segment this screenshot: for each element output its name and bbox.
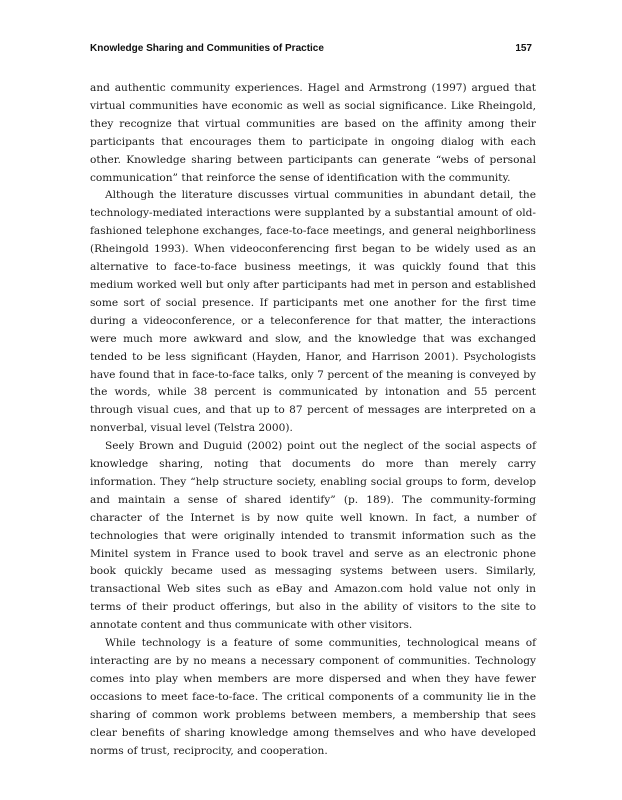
paragraph-1: and authentic community experiences. Hagel and Armstrong (1997) argued that virtual communities have economic as well as social significance. Like Rheingold, they recognize that virtual communities are based on the affinity among their participants that encourages them to participate in ongoing dialog with each other. Knowledge sharing between participants can generate “webs of personal communication” that reinforce the sense of identification with the community. <box>90 82 536 184</box>
page-number: 157 <box>515 43 532 54</box>
paragraph-4: While technology is a feature of some communities, technological means of interacting are by no means a necessary component of communities. Technology comes into play when members are more dispersed and when they have fewer occasions to meet face-to-face. The critical components of a community lie in the sharing of common work problems between members, a membership that sees clear benefits of sharing knowledge among themselves and who have developed norms of trust, reciprocity, and cooperation. <box>90 637 536 757</box>
running-header <box>90 38 532 58</box>
paragraph-2: Although the literature discusses virtual communities in abundant detail, the technology-mediated interactions were supplanted by a substantial amount of old-fashioned telephone exchanges, face-to-face meetings, and general neighborliness (Rheingold 1993). When videoconferencing first began to be widely used as an alternative to face-to-face business meetings, it was quickly found that this medium worked well but only after participants had met in person and established some sort of social presence. If participants met one another for the first time during a videoconference, or a teleconference for that matter, the interactions were much more awkward and slow, and the knowledge that was exchanged tended to be less significant (Hayden, Hanor, and Harrison 2001). Psychologists have found that in face-to-face talks, only 7 percent of the meaning is conveyed by the words, while 38 percent is communicated by intonation and 55 percent through visual cues, and that up to 87 percent of messages are interpreted on a nonverbal, visual level (Telstra 2000). <box>90 189 536 435</box>
body-text <box>90 80 536 760</box>
paragraph-3: Seely Brown and Duguid (2002) point out the neglect of the social aspects of knowledge sharing, noting that documents do more than merely carry information. They “help structure society, enabling social groups to form, develop and maintain a sense of shared identify” (p. 189). The community-forming character of the Internet is by now quite well known. In fact, a number of technologies that were originally intended to transmit information such as the Minitel system in France used to book travel and serve as an electronic phone book quickly became used as messaging systems between users. Similarly, transactional Web sites such as eBay and Amazon.com hold value not only in terms of their product offerings, but also in the ability of visitors to the site to annotate content and thus communicate with other visitors. <box>90 440 536 632</box>
running-title: Knowledge Sharing and Communities of Practice <box>90 43 324 54</box>
